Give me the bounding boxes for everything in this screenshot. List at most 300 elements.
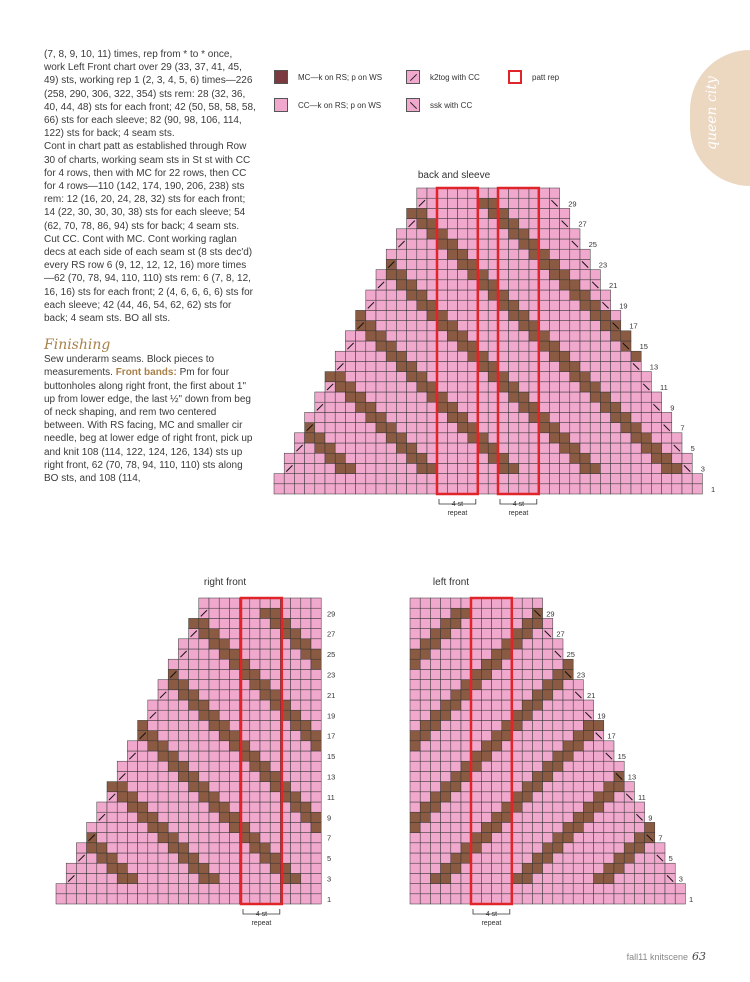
chart-cell-cc <box>250 598 260 608</box>
chart-cell-cc <box>260 894 270 904</box>
chart-cell-motif <box>87 843 97 853</box>
chart-cell-motif <box>604 873 614 883</box>
chart-cell-cc <box>430 690 440 700</box>
chart-cell-cc <box>611 351 621 361</box>
chart-cell-motif <box>570 361 580 371</box>
chart-cell-cc <box>458 443 468 453</box>
chart-cell-cc <box>522 771 532 781</box>
chart-cell-motif <box>580 290 590 300</box>
chart-cell-cc <box>509 280 519 290</box>
chart-cell-cc <box>604 843 614 853</box>
chart-cell-cc <box>655 863 665 873</box>
chart-cell-cc <box>583 894 593 904</box>
chart-cell-motif <box>447 412 457 422</box>
chart-cell-cc <box>356 474 366 484</box>
chart-cell-motif <box>471 843 481 853</box>
chart-cell-cc <box>447 433 457 443</box>
chart-cell-cc <box>543 700 553 710</box>
chart-cell-cc <box>260 669 270 679</box>
chart-cell-cc <box>600 484 610 494</box>
chart-cell-cc <box>590 351 600 361</box>
chart-cell-cc <box>512 690 522 700</box>
chart-cell-motif <box>335 453 345 463</box>
chart-cell-cc <box>407 259 417 269</box>
chart-cell-cc <box>614 894 624 904</box>
chart-cell-cc <box>539 484 549 494</box>
chart-cell-cc <box>471 822 481 832</box>
chart-cell-motif <box>376 341 386 351</box>
chart-cell-cc <box>250 853 260 863</box>
chart-cell-cc <box>410 751 420 761</box>
chart-cell-motif <box>97 853 107 863</box>
chart-cell-motif <box>311 741 321 751</box>
chart-cell-cc <box>209 741 219 751</box>
row-number: 1 <box>327 894 332 904</box>
chart-cell-cc <box>127 761 137 771</box>
chart-cell-cc <box>509 198 519 208</box>
chart-cell-cc <box>270 731 280 741</box>
chart-cell-cc <box>481 863 491 873</box>
chart-cell-cc <box>471 802 481 812</box>
chart-cell-motif <box>532 771 542 781</box>
chart-cell-cc <box>481 608 491 618</box>
chart-cell-cc <box>148 792 158 802</box>
chart-cell-cc <box>560 341 570 351</box>
chart-cell-motif <box>270 771 280 781</box>
chart-cell-cc <box>199 741 209 751</box>
chart-cell-cc <box>437 433 447 443</box>
chart-cell-cc <box>420 853 430 863</box>
chart-cell-motif <box>478 433 488 443</box>
chart-cell-cc <box>138 873 148 883</box>
chart-cell-cc <box>168 873 178 883</box>
chart-cell-cc <box>560 372 570 382</box>
chart-cell-cc <box>651 423 661 433</box>
row-number: 7 <box>680 423 685 433</box>
chart-cell-cc <box>522 659 532 669</box>
chart-cell-cc <box>274 484 284 494</box>
chart-cell-motif <box>396 351 406 361</box>
chart-cell-cc <box>410 894 420 904</box>
chart-cell-cc <box>127 822 137 832</box>
chart-cell-cc <box>250 771 260 781</box>
chart-cell-cc <box>229 669 239 679</box>
chart-cell-cc <box>471 741 481 751</box>
chart-cell-cc <box>478 423 488 433</box>
chart-cell-cc <box>512 608 522 618</box>
chart-cell-cc <box>563 782 573 792</box>
chart-cell-cc <box>148 761 158 771</box>
chart-cell-cc <box>199 680 209 690</box>
chart-cell-cc <box>492 710 502 720</box>
chart-cell-cc <box>563 700 573 710</box>
chart-cell-cc <box>492 802 502 812</box>
chart-cell-cc <box>219 792 229 802</box>
chart-cell-cc <box>229 782 239 792</box>
chart-cell-motif <box>560 351 570 361</box>
chart-cell-cc <box>376 392 386 402</box>
chart-cell-cc <box>447 280 457 290</box>
chart-cell-cc <box>614 761 624 771</box>
chart-cell-motif <box>301 812 311 822</box>
chart-cell-cc <box>461 863 471 873</box>
chart-cell-motif <box>386 351 396 361</box>
chart-cell-cc <box>468 402 478 412</box>
chart-cell-cc <box>410 792 420 802</box>
chart-cell-cc <box>345 423 355 433</box>
chart-cell-cc <box>335 474 345 484</box>
chart-cell-motif <box>492 649 502 659</box>
chart-cell-motif <box>519 229 529 239</box>
chart-cell-cc <box>570 463 580 473</box>
chart-cell-cc <box>229 833 239 843</box>
chart-cell-cc <box>168 771 178 781</box>
chart-cell-cc <box>553 690 563 700</box>
chart-cell-cc <box>178 720 188 730</box>
row-number: 11 <box>660 382 668 392</box>
chart-cell-motif <box>509 229 519 239</box>
chart-cell-cc <box>291 608 301 618</box>
chart-cell-cc <box>539 290 549 300</box>
chart-cell-cc <box>189 812 199 822</box>
chart-cell-cc <box>56 884 66 894</box>
chart-cell-motif <box>549 259 559 269</box>
chart-cell-cc <box>549 412 559 422</box>
chart-cell-motif <box>417 290 427 300</box>
chart-cell-cc <box>641 372 651 382</box>
chart-cell-cc <box>291 659 301 669</box>
chart-cell-cc <box>498 229 508 239</box>
chart-cell-cc <box>594 771 604 781</box>
chart-cell-cc <box>560 402 570 412</box>
chart-cell-motif <box>522 782 532 792</box>
chart-cell-motif <box>420 720 430 730</box>
chart-cell-cc <box>580 249 590 259</box>
chart-cell-motif <box>127 792 137 802</box>
chart-cell-motif <box>532 618 542 628</box>
chart-cell-cc <box>522 812 532 822</box>
chart-cell-motif <box>209 710 219 720</box>
chart-cell-cc <box>366 382 376 392</box>
chart-cell-cc <box>356 463 366 473</box>
chart-cell-cc <box>468 453 478 463</box>
chart-cell-cc <box>66 884 76 894</box>
chart-cell-cc <box>158 863 168 873</box>
chart-cell-cc <box>478 402 488 412</box>
chart-cell-cc <box>549 239 559 249</box>
chart-cell-cc <box>458 392 468 402</box>
chart-cell-cc <box>420 863 430 873</box>
chart-cell-cc <box>502 761 512 771</box>
chart-cell-cc <box>539 463 549 473</box>
chart-cell-cc <box>522 731 532 741</box>
chart-cell-cc <box>76 894 86 904</box>
chart-cell-cc <box>560 290 570 300</box>
chart-cell-cc <box>471 700 481 710</box>
chart-cell-cc <box>570 433 580 443</box>
chart-cell-cc <box>471 690 481 700</box>
chart-cell-cc <box>621 402 631 412</box>
chart-cell-cc <box>509 290 519 300</box>
chart-cell-cc <box>583 884 593 894</box>
chart-cell-cc <box>600 412 610 422</box>
chart-cell-cc <box>539 270 549 280</box>
chart-cell-cc <box>250 812 260 822</box>
chart-cell-motif <box>512 710 522 720</box>
chart-cell-cc <box>583 863 593 873</box>
chart-cell-cc <box>260 618 270 628</box>
chart-cell-cc <box>631 372 641 382</box>
chart-cell-cc <box>410 608 420 618</box>
chart-cell-cc <box>549 229 559 239</box>
chart-cell-cc <box>168 700 178 710</box>
chart-cell-cc <box>481 894 491 904</box>
chart-cell-cc <box>396 474 406 484</box>
chart-cell-cc <box>427 474 437 484</box>
chart-cell-cc <box>509 331 519 341</box>
chart-cell-cc <box>420 792 430 802</box>
chart-cell-motif <box>471 761 481 771</box>
chart-cell-motif <box>570 443 580 453</box>
chart-cell-motif <box>522 629 532 639</box>
repeat-label: 4 st <box>451 501 464 508</box>
chart-cell-cc <box>662 433 672 443</box>
chart-cell-motif <box>407 290 417 300</box>
chart-cell-cc <box>189 894 199 904</box>
chart-cell-cc <box>430 741 440 751</box>
chart-cell-cc <box>509 484 519 494</box>
chart-cell-cc <box>219 843 229 853</box>
chart-cell-cc <box>621 372 631 382</box>
chart-cell-cc <box>645 873 655 883</box>
chart-cell-cc <box>645 863 655 873</box>
chart-cell-cc <box>631 463 641 473</box>
chart-cell-cc <box>509 249 519 259</box>
chart-cell-motif <box>209 802 219 812</box>
chart-cell-cc <box>311 792 321 802</box>
chart-cell-cc <box>376 474 386 484</box>
chart-cell-cc <box>498 280 508 290</box>
chart-cell-cc <box>270 812 280 822</box>
chart-cell-cc <box>451 751 461 761</box>
chart-cell-cc <box>543 710 553 720</box>
chart-cell-cc <box>229 700 239 710</box>
chart-cell-motif <box>549 341 559 351</box>
chart-cell-cc <box>604 761 614 771</box>
chart-cell-cc <box>549 280 559 290</box>
chart-cell-cc <box>168 731 178 741</box>
chart-cell-cc <box>543 669 553 679</box>
chart-cell-cc <box>420 669 430 679</box>
chart-cell-cc <box>396 402 406 412</box>
chart-cell-cc <box>209 894 219 904</box>
chart-cell-cc <box>386 249 396 259</box>
chart-cell-cc <box>498 402 508 412</box>
chart-cell-cc <box>624 833 634 843</box>
chart-cell-cc <box>168 812 178 822</box>
chart-cell-cc <box>539 188 549 198</box>
chart-cell-cc <box>447 423 457 433</box>
chart-cell-cc <box>583 822 593 832</box>
chart-cell-motif <box>396 270 406 280</box>
chart-cell-cc <box>311 598 321 608</box>
chart-cell-cc <box>219 853 229 863</box>
chart-cell-cc <box>651 412 661 422</box>
chart-cell-cc <box>305 484 315 494</box>
chart-cell-cc <box>563 680 573 690</box>
chart-cell-cc <box>519 453 529 463</box>
chart-cell-motif <box>451 700 461 710</box>
chart-cell-cc <box>209 884 219 894</box>
chart-cell-cc <box>563 843 573 853</box>
chart-cell-motif <box>199 863 209 873</box>
chart-cell-motif <box>522 700 532 710</box>
chart-cell-cc <box>158 792 168 802</box>
chart-cell-cc <box>178 822 188 832</box>
repeat-label: repeat <box>251 920 272 927</box>
chart-cell-cc <box>420 659 430 669</box>
chart-cell-cc <box>492 608 502 618</box>
chart-cell-cc <box>580 474 590 484</box>
chart-cell-motif <box>410 822 420 832</box>
chart-cell-cc <box>532 822 542 832</box>
chart-cell-cc <box>178 731 188 741</box>
chart-cell-motif <box>498 208 508 218</box>
chart-cell-motif <box>311 731 321 741</box>
chart-cell-motif <box>461 608 471 618</box>
chart-cell-cc <box>519 484 529 494</box>
chart-cell-cc <box>356 443 366 453</box>
chart-cell-cc <box>407 331 417 341</box>
chart-cell-cc <box>512 731 522 741</box>
chart-cell-motif <box>127 873 137 883</box>
chart-cell-motif <box>573 812 583 822</box>
chart-cell-cc <box>590 321 600 331</box>
chart-cell-cc <box>519 188 529 198</box>
chart-cell-cc <box>522 639 532 649</box>
chart-cell-cc <box>291 782 301 792</box>
chart-cell-motif <box>250 833 260 843</box>
chart-cell-cc <box>168 894 178 904</box>
chart-cell-cc <box>219 761 229 771</box>
chart-cell-cc <box>570 331 580 341</box>
chart-cell-motif <box>471 680 481 690</box>
chart-cell-cc <box>407 412 417 422</box>
chart-cell-cc <box>437 474 447 484</box>
chart-cell-cc <box>301 618 311 628</box>
chart-cell-cc <box>291 700 301 710</box>
chart-cell-cc <box>468 484 478 494</box>
chart-cell-cc <box>430 833 440 843</box>
chart-cell-cc <box>580 433 590 443</box>
chart-cell-cc <box>270 669 280 679</box>
chart-cell-motif <box>573 741 583 751</box>
chart-cell-cc <box>498 423 508 433</box>
chart-cell-motif <box>614 863 624 873</box>
chart-cell-motif <box>209 720 219 730</box>
chart-cell-cc <box>549 219 559 229</box>
chart-cell-cc <box>260 812 270 822</box>
chart-cell-cc <box>447 290 457 300</box>
chart-cell-cc <box>366 290 376 300</box>
chart-cell-motif <box>662 453 672 463</box>
chart-cell-cc <box>549 484 559 494</box>
chart-cell-cc <box>427 402 437 412</box>
row-number: 21 <box>587 690 596 700</box>
chart-cell-motif <box>509 219 519 229</box>
chart-cell-cc <box>417 392 427 402</box>
chart-cell-cc <box>417 443 427 453</box>
chart-cell-cc <box>366 484 376 494</box>
chart-cell-cc <box>502 669 512 679</box>
chart-cell-motif <box>590 310 600 320</box>
chart-cell-cc <box>662 474 672 484</box>
chart-cell-cc <box>148 884 158 894</box>
chart-cell-motif <box>600 392 610 402</box>
chart-cell-cc <box>410 802 420 812</box>
chart-cell-cc <box>430 649 440 659</box>
chart-cell-motif <box>396 433 406 443</box>
chart-cell-motif <box>420 639 430 649</box>
chart-cell-cc <box>219 598 229 608</box>
chart-cell-cc <box>209 833 219 843</box>
chart-cell-cc <box>522 741 532 751</box>
chart-cell-cc <box>209 761 219 771</box>
chart-cell-motif <box>553 761 563 771</box>
chart-cell-cc <box>430 853 440 863</box>
chart-cell-motif <box>512 629 522 639</box>
chart-cell-cc <box>386 372 396 382</box>
chart-cell-cc <box>427 208 437 218</box>
chart-cell-cc <box>219 751 229 761</box>
chart-cell-cc <box>502 782 512 792</box>
chart-cell-motif <box>614 782 624 792</box>
chart-cell-cc <box>199 843 209 853</box>
chart-cell-cc <box>229 618 239 628</box>
chart-cell-motif <box>441 782 451 792</box>
chart-cell-cc <box>158 894 168 904</box>
chart-cell-cc <box>366 351 376 361</box>
chart-cell-cc <box>219 782 229 792</box>
chart-cell-cc <box>641 392 651 402</box>
chart-cell-motif <box>478 351 488 361</box>
chart-cell-motif <box>604 792 614 802</box>
chart-cell-cc <box>621 382 631 392</box>
chart-cell-cc <box>270 751 280 761</box>
row-number: 1 <box>711 484 716 494</box>
chart-cell-motif <box>458 249 468 259</box>
chart-cell-motif <box>407 372 417 382</box>
chart-cell-cc <box>260 782 270 792</box>
chart-cell-cc <box>492 782 502 792</box>
chart-cell-cc <box>315 392 325 402</box>
chart-cell-cc <box>481 802 491 812</box>
chart-cell-cc <box>631 402 641 412</box>
chart-cell-cc <box>158 873 168 883</box>
chart-cell-cc <box>590 412 600 422</box>
chart-cell-cc <box>621 433 631 443</box>
chart-cell-cc <box>451 761 461 771</box>
chart-cell-cc <box>651 392 661 402</box>
chart-cell-motif <box>168 761 178 771</box>
chart-cell-cc <box>512 649 522 659</box>
chart-cell-cc <box>509 341 519 351</box>
chart-cell-cc <box>301 761 311 771</box>
chart-cell-cc <box>563 884 573 894</box>
chart-cell-motif <box>451 853 461 863</box>
chart-cell-motif <box>553 843 563 853</box>
chart-cell-cc <box>407 484 417 494</box>
